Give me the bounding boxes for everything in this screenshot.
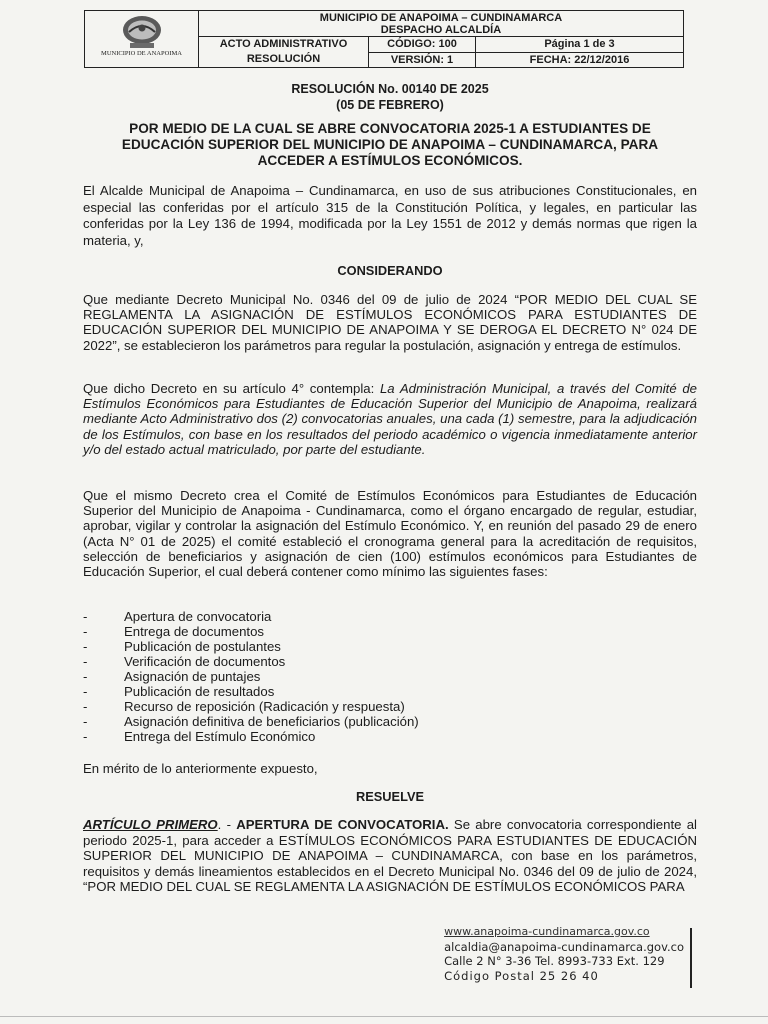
doc-type-line-1: ACTO ADMINISTRATIVO xyxy=(219,38,348,50)
list-dash: - xyxy=(83,729,88,744)
list-item-text: Publicación de postulantes xyxy=(124,639,281,654)
article-one-separator: . - xyxy=(217,817,237,832)
header-title-cell xyxy=(199,11,683,37)
office-name: DESPACHO ALCALDÍA xyxy=(380,24,502,36)
resolution-title-line-3: ACCEDER A ESTÍMULOS ECONÓMICOS. xyxy=(257,153,523,168)
list-item xyxy=(83,639,281,654)
list-item xyxy=(83,654,285,669)
doc-date: FECHA: 22/12/2016 xyxy=(529,54,630,66)
intro-paragraph: El Alcalde Municipal de Anapoima – Cundinamarca, en uso de sus atribuciones Constitucionales, en especial las conferidas por el artículo 315 de la Constitución Política, y legales, en particular las conferidas por la Ley 136 de 1994, modificada por la Ley 1551 de 2012 y demás normas que rigen la materia, y, xyxy=(83,183,697,248)
resolution-title xyxy=(83,121,697,169)
list-item xyxy=(83,714,419,729)
page-date-cell xyxy=(476,37,683,68)
list-item-text: Publicación de resultados xyxy=(124,684,275,699)
list-item-text: Recurso de reposición (Radicación y respuesta) xyxy=(124,699,405,714)
scan-edge-line xyxy=(0,1016,768,1017)
footer-email[interactable]: alcaldia@anapoima-cundinamarca.gov.co xyxy=(444,939,684,954)
list-item-text: Apertura de convocatoria xyxy=(124,609,272,624)
municipality-name: MUNICIPIO DE ANAPOIMA – CUNDINAMARCA xyxy=(319,12,563,24)
list-item xyxy=(83,699,405,714)
footer-contact xyxy=(444,925,684,983)
considerando-heading: CONSIDERANDO xyxy=(337,263,443,278)
list-item-text: Asignación de puntajes xyxy=(124,669,261,684)
list-item-text: Entrega de documentos xyxy=(124,624,265,639)
header-info-row xyxy=(199,37,683,67)
considerando-paragraph-1: Que mediante Decreto Municipal No. 0346 del 09 de julio de 2024 “POR MEDIO DEL CUAL SE REGLAMENTA LA ASIGNACIÓN DE ESTÍMULOS ECONÓMICOS PARA ESTUDIANTES DE EDUCACIÓN SUPERIOR DEL MUNICIPIO DE ANAPOIMA Y SE DEROGA EL DECRETO N° 024 DE 2022”, se establecieron los parámetros para regular la postulación, asignación y entrega de estímulos. xyxy=(83,292,697,353)
list-dash: - xyxy=(83,639,88,654)
list-item-text: Verificación de documentos xyxy=(124,654,286,669)
resuelve-heading: RESUELVE xyxy=(355,789,425,804)
list-dash: - xyxy=(83,669,88,684)
list-item xyxy=(83,669,260,684)
resolution-title-line-2: EDUCACIÓN SUPERIOR DEL MUNICIPIO DE ANAPOIMA – CUNDINAMARCA, PARA xyxy=(121,137,659,152)
resolution-number: RESOLUCIÓN No. 00140 DE 2025 xyxy=(291,82,489,96)
logo-cell xyxy=(85,11,199,67)
logo-text: MUNICIPIO DE ANAPOIMA xyxy=(101,50,182,57)
list-dash: - xyxy=(83,654,88,669)
considerando-paragraph-2 xyxy=(83,381,697,457)
footer-address: Calle 2 N° 3-36 Tel. 8993-733 Ext. 129 xyxy=(444,954,665,968)
doc-code: CÓDIGO: 100 xyxy=(369,37,475,53)
page-indicator: Página 1 de 3 xyxy=(476,37,683,53)
list-dash: - xyxy=(83,609,88,624)
considerando-paragraph-3: Que el mismo Decreto crea el Comité de Estímulos Económicos para Estudiantes de Educación Superior del Municipio de Anapoima - Cundinamarca, como el órgano encargado de regular, estudiar, aprobar, vigilar y controlar la asignación del Estímulo Económico. Y, en reunión del pasado 29 de enero (Acta N° 01 de 2025) el comité estableció el cronograma general para la acreditación de requisitos, selección de beneficiarios y asignación de cien (100) estímulos económicos para Estudiantes de Educación Superior, el cual deberá contener como mínimo las siguientes fases: xyxy=(83,488,697,580)
list-dash: - xyxy=(83,714,88,729)
paragraph-2-lead: Que dicho Decreto en su artículo 4° contempla: xyxy=(83,381,380,396)
code-version-cell xyxy=(369,37,476,68)
list-item xyxy=(83,624,264,639)
list-dash: - xyxy=(83,684,88,699)
resolution-number-block xyxy=(83,81,697,113)
doc-version: VERSIÓN: 1 xyxy=(390,54,454,66)
list-item xyxy=(83,729,315,744)
footer-divider xyxy=(690,928,692,988)
footer-website[interactable]: www.anapoima-cundinamarca.gov.co xyxy=(444,925,650,938)
resolution-date: (05 DE FEBRERO) xyxy=(336,98,444,112)
doc-type-cell xyxy=(199,37,369,68)
list-dash: - xyxy=(83,699,88,714)
footer-postal: Código Postal 25 26 40 xyxy=(444,968,599,983)
list-item-text: Asignación definitiva de beneficiarios (publicación) xyxy=(124,714,419,729)
list-dash: - xyxy=(83,624,88,639)
municipal-seal-icon xyxy=(120,14,164,50)
article-one xyxy=(83,817,697,895)
paragraph-2-quote: La Administración Municipal, a través del Comité de Estímulos Económicos para Estudiantes de Educación Superior del Municipio de Anapoima, realizará mediante Acto Administrativo dos (2) convocatorias anuales, una cada (1) semestre, para la adjudicación de los Estímulos, con base en los resultados del periodo académico o vigencia inmediatamente anterior y/o del estado actual matriculado, por parte del estudiante. xyxy=(83,381,697,457)
article-one-text: Se abre convocatoria correspondiente al periodo 2025-1, para acceder a ESTÍMULOS ECONÓMICOS PARA ESTUDIANTES DE EDUCACIÓN SUPERIOR DEL MUNICIPIO DE ANAPOIMA – CUNDINAMARCA, con base en los parámetros, requisitos y demás lineamientos establecidos en el Decreto Municipal No. 0346 del 09 de julio de 2024, “POR MEDIO DEL CUAL SE REGLAMENTA LA ASIGNACIÓN DE ESTÍMULOS ECONÓMICOS PARA xyxy=(83,817,697,894)
merit-line: En mérito de lo anteriormente expuesto, xyxy=(83,761,318,776)
resolution-title-line-1: POR MEDIO DE LA CUAL SE ABRE CONVOCATORIA 2025-1 A ESTUDIANTES DE xyxy=(129,121,651,136)
list-item xyxy=(83,684,274,699)
article-one-title: APERTURA DE CONVOCATORIA. xyxy=(236,817,449,832)
article-one-label: ARTÍCULO PRIMERO xyxy=(83,817,218,832)
doc-type-line-2: RESOLUCIÓN xyxy=(246,53,321,65)
list-item-text: Entrega del Estímulo Económico xyxy=(124,729,316,744)
document-header xyxy=(84,10,684,68)
list-item xyxy=(83,609,271,624)
